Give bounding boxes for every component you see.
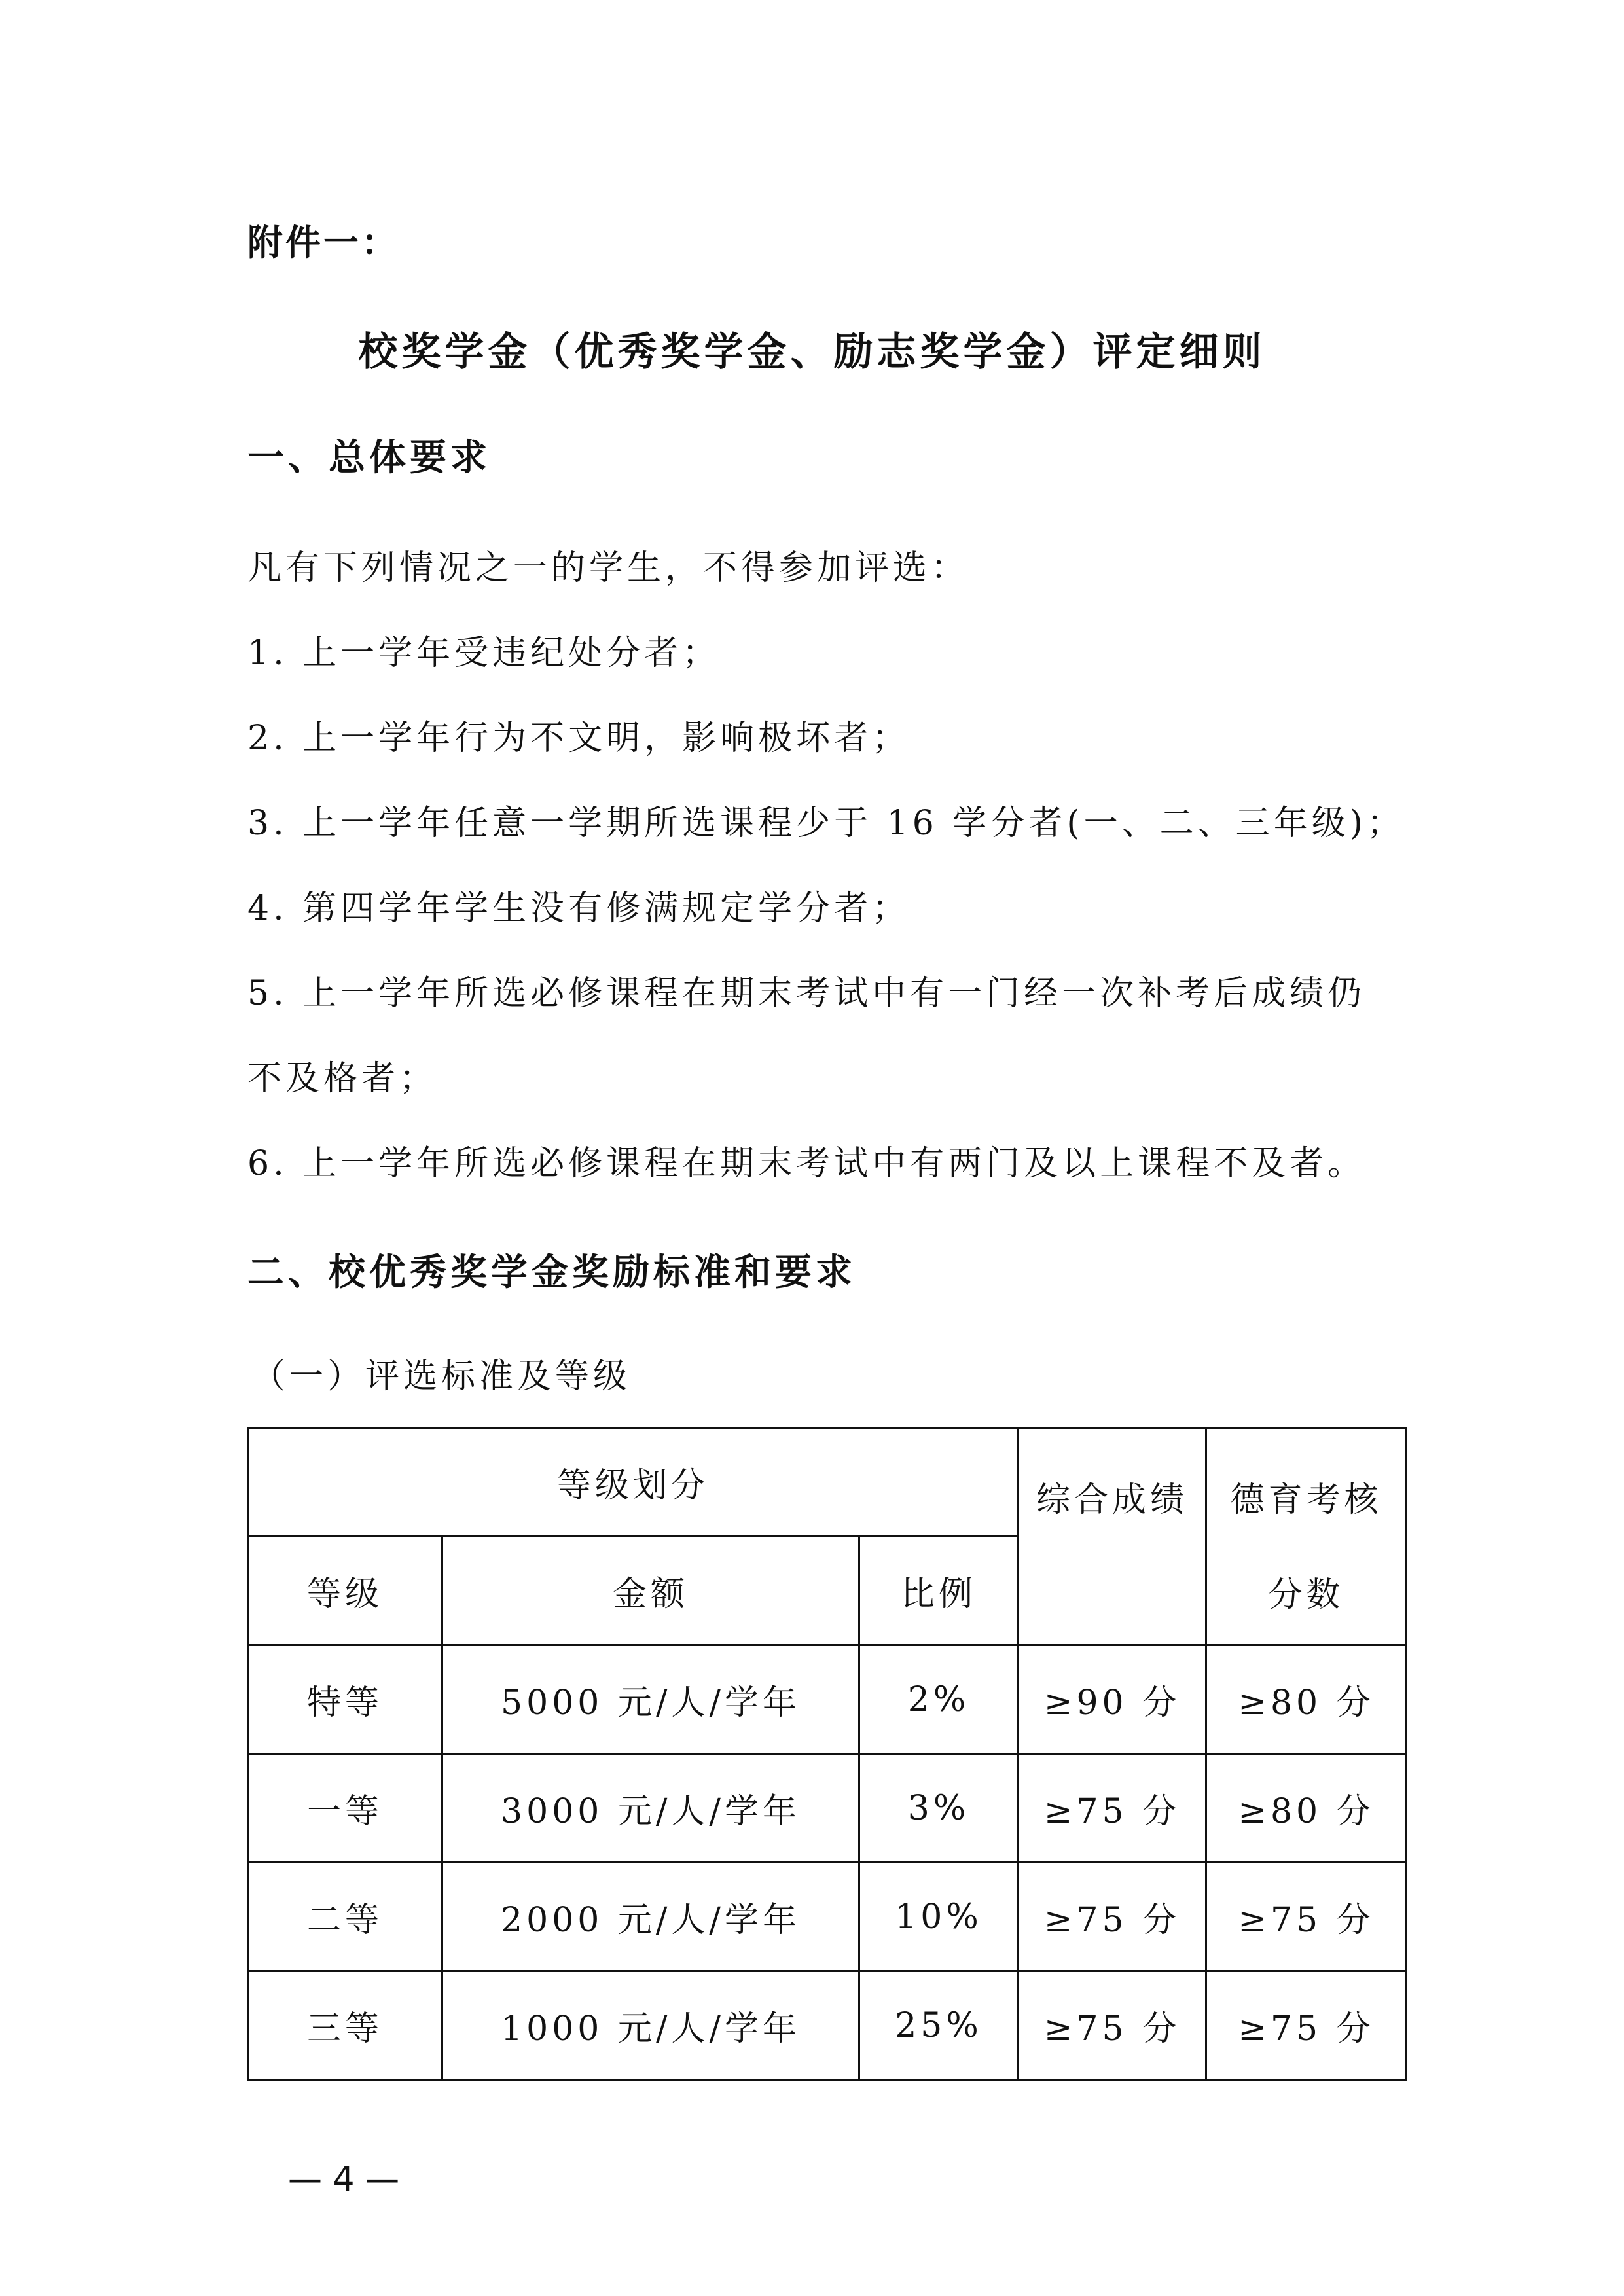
list-item-continuation: 不及格者； <box>247 1059 438 1098</box>
score-cell: ≥75 分 <box>1019 1863 1206 1971</box>
section1-intro: 凡有下列情况之一的学生，不得参加评选： <box>247 548 969 588</box>
scholarship-grade-table <box>247 1427 1407 2081</box>
ratio-cell: 2% <box>859 1645 1019 1754</box>
header-moral-label-line1: 德育考核 <box>1230 1480 1382 1520</box>
header-level-cell: 等级 <box>248 1537 442 1645</box>
score-cell: ≥90 分 <box>1019 1645 1206 1754</box>
level-cell: 特等 <box>248 1645 442 1754</box>
header-moral-cell <box>1206 1428 1407 1645</box>
group-header-cell: 等级划分 <box>248 1428 1019 1537</box>
level-cell: 三等 <box>248 1971 442 2080</box>
list-item: 1. 上一学年受违纪处分者； <box>247 634 721 673</box>
page-number: — 4 — <box>288 2160 400 2199</box>
amount-cell: 1000 元/人/学年 <box>442 1971 859 2080</box>
header-moral-label-line2: 分数 <box>1268 1575 1344 1615</box>
annex-label: 附件一： <box>247 222 399 263</box>
amount-cell: 3000 元/人/学年 <box>442 1754 859 1863</box>
header-score-label: 综合成绩 <box>1036 1480 1189 1520</box>
document-title: 校奖学金（优秀奖学金、励志奖学金）评定细则 <box>358 329 1266 375</box>
score-cell: ≥75 分 <box>1019 1754 1206 1863</box>
table-row <box>248 1863 1407 1971</box>
table-row <box>248 1645 1407 1754</box>
amount-cell: 5000 元/人/学年 <box>442 1645 859 1754</box>
list-item: 6. 上一学年所选必修课程在期末考试中有两门及以上课程不及者。 <box>247 1144 1366 1183</box>
moral-cell: ≥75 分 <box>1206 1971 1407 2080</box>
score-cell: ≥75 分 <box>1019 1971 1206 2080</box>
table-row <box>248 1971 1407 2080</box>
table-header-row <box>248 1428 1407 1537</box>
ratio-cell: 10% <box>859 1863 1019 1971</box>
header-score-cell <box>1019 1428 1206 1645</box>
list-item: 5. 上一学年所选必修课程在期末考试中有一门经一次补考后成绩仍 <box>247 974 1366 1013</box>
amount-cell: 2000 元/人/学年 <box>442 1863 859 1971</box>
moral-cell: ≥80 分 <box>1206 1754 1407 1863</box>
moral-cell: ≥75 分 <box>1206 1863 1407 1971</box>
list-item: 2. 上一学年行为不文明，影响极坏者； <box>247 719 911 758</box>
level-cell: 二等 <box>248 1863 442 1971</box>
header-ratio-cell: 比例 <box>859 1537 1019 1645</box>
header-amount-cell: 金额 <box>442 1537 859 1645</box>
ratio-cell: 3% <box>859 1754 1019 1863</box>
level-cell: 一等 <box>248 1754 442 1863</box>
table-row <box>248 1754 1407 1863</box>
list-item: 3. 上一学年任意一学期所选课程少于 16 学分者(一、二、三年级)； <box>247 804 1405 843</box>
ratio-cell: 25% <box>859 1971 1019 2080</box>
section2-heading: 二、校优秀奖学金奖励标准和要求 <box>247 1251 856 1294</box>
moral-cell: ≥80 分 <box>1206 1645 1407 1754</box>
list-item: 4. 第四学年学生没有修满规定学分者； <box>247 889 911 928</box>
section1-heading: 一、总体要求 <box>247 437 491 479</box>
section2-subheading: （一）评选标准及等级 <box>251 1357 632 1396</box>
